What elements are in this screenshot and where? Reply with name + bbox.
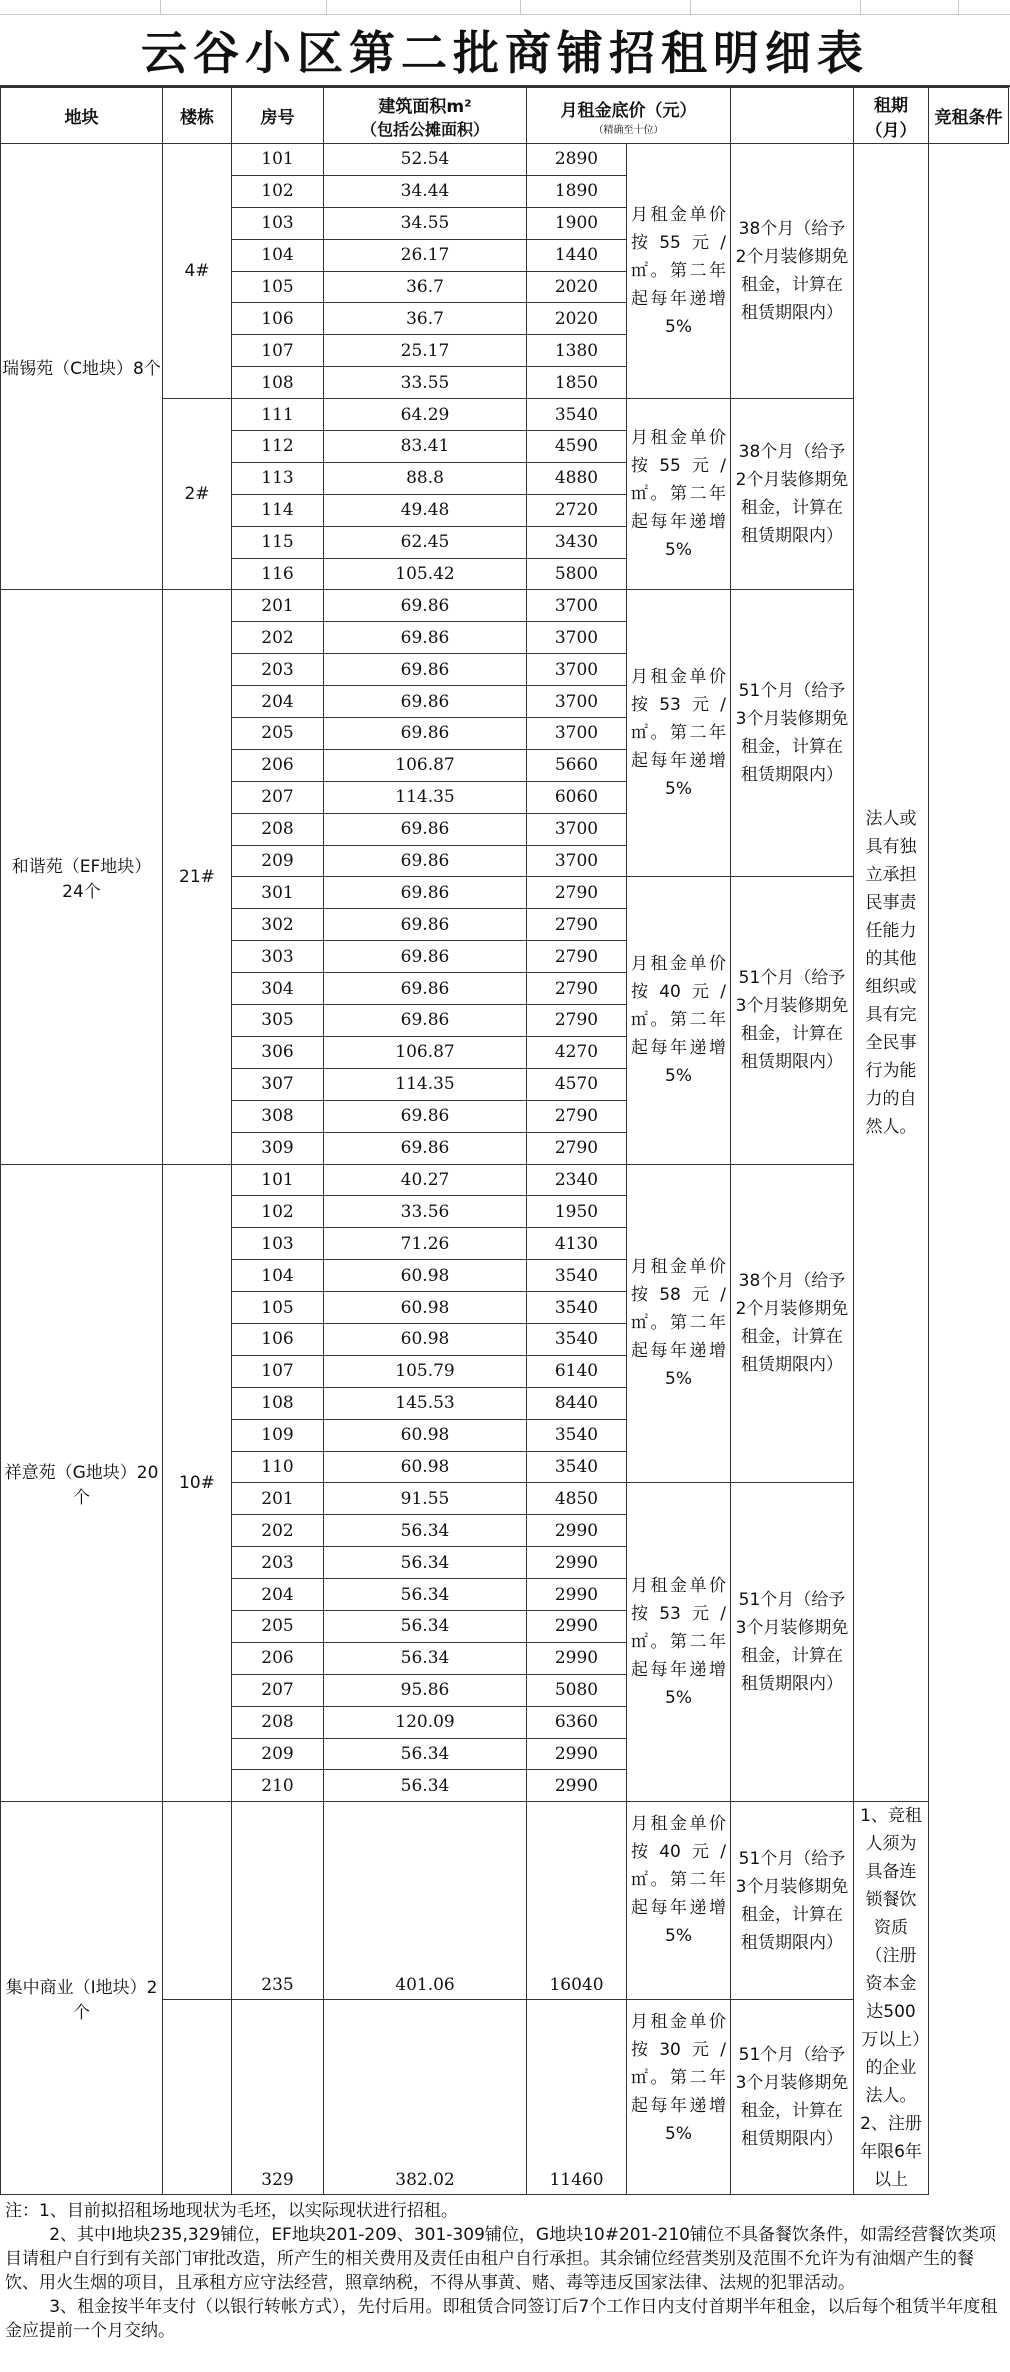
area-value: 34.55 xyxy=(324,207,527,239)
area-value: 105.79 xyxy=(324,1355,527,1387)
rent-value: 6360 xyxy=(527,1706,627,1738)
room-number: 106 xyxy=(232,1323,324,1355)
room-number: 206 xyxy=(232,1642,324,1674)
room-number: 308 xyxy=(232,1100,324,1132)
rent-value: 3540 xyxy=(527,1419,627,1451)
room-number: 203 xyxy=(232,1547,324,1579)
table-row xyxy=(1,144,1009,176)
rent-value: 3540 xyxy=(527,1323,627,1355)
room-number: 202 xyxy=(232,622,324,654)
rent-value: 2790 xyxy=(527,941,627,973)
note-2: 2、其中I地块235,329铺位，EF地块201-209、301-309铺位，G地块10#201-210铺位不具备餐饮条件，如需经营餐饮类项目请租户自行到有关部门审批改造，所产生的相关费用及责任由租户自行承担。其余铺位经营类别及范围不允许为有油烟产生的餐饮、用火生烟的项目，且承租方应守法经营，照章纳税，不得从事黄、赌、毒等违反国家法律、法规的犯罪活动。 xyxy=(5,2225,996,2294)
notes-section xyxy=(0,2195,1010,2343)
header-row xyxy=(1,88,1009,144)
area-value: 25.17 xyxy=(324,335,527,367)
area-value: 145.53 xyxy=(324,1387,527,1419)
room-number: 104 xyxy=(232,1260,324,1292)
room-number: 107 xyxy=(232,1355,324,1387)
room-number: 108 xyxy=(232,1387,324,1419)
condition-general: 法人或具有独立承担民事责任能力的其他组织或具有完全民事行为能力的自然人。 xyxy=(854,144,929,1802)
area-value: 69.86 xyxy=(324,909,527,941)
room-number: 306 xyxy=(232,1036,324,1068)
room-number: 103 xyxy=(232,207,324,239)
rent-value: 5080 xyxy=(527,1674,627,1706)
area-value: 69.86 xyxy=(324,622,527,654)
room-number: 209 xyxy=(232,1738,324,1770)
header-area xyxy=(324,88,527,144)
area-value: 64.29 xyxy=(324,399,527,431)
area-value: 69.86 xyxy=(324,1132,527,1164)
period-xiangyi-block2: 51个月（给予3个月装修期免租金，计算在租赁期限内） xyxy=(731,1483,854,1802)
rent-terms-hexie-block2: 月租金单价按40元/㎡。第二年起每年递增5% xyxy=(627,877,731,1164)
plot-hexie: 和谐苑（EF地块）24个 xyxy=(1,590,163,1164)
room-number: 107 xyxy=(232,335,324,367)
rent-value: 1950 xyxy=(527,1196,627,1228)
area-value: 69.86 xyxy=(324,941,527,973)
rent-value: 11460 xyxy=(527,1999,627,2194)
area-value: 33.56 xyxy=(324,1196,527,1228)
area-value: 106.87 xyxy=(324,749,527,781)
room-number: 201 xyxy=(232,1483,324,1515)
rent-value: 2340 xyxy=(527,1164,627,1196)
building-xiangyi-10: 10# xyxy=(163,1164,232,1802)
rent-value: 2890 xyxy=(527,144,627,176)
header-area-label: 建筑面积m² xyxy=(378,96,472,117)
area-value: 88.8 xyxy=(324,462,527,494)
rental-table xyxy=(0,87,1009,2195)
header-rent-sub: （精确至十位） xyxy=(593,124,664,136)
plot-xiangyi: 祥意苑（G地块）20个 xyxy=(1,1164,163,1802)
room-number: 105 xyxy=(232,1292,324,1324)
rent-terms-jizhong: 月租金单价按40元/㎡。第二年起每年递增5% xyxy=(627,1802,731,2000)
header-terms-blank xyxy=(731,88,854,144)
rent-value: 2790 xyxy=(527,973,627,1005)
note-3: 3、租金按半年支付（以银行转帐方式），先付后用。即租赁合同签订后7个工作日内支付首期半年租金，以后每个租赁半年度租金应提前一个月交纳。 xyxy=(5,2297,998,2342)
room-number: 307 xyxy=(232,1068,324,1100)
area-value: 114.35 xyxy=(324,1068,527,1100)
area-value: 56.34 xyxy=(324,1770,527,1802)
rent-terms-ruixi-2: 月租金单价按55元/㎡。第二年起每年递增5% xyxy=(627,399,731,590)
rent-value: 1440 xyxy=(527,239,627,271)
area-value: 56.34 xyxy=(324,1515,527,1547)
room-number: 110 xyxy=(232,1451,324,1483)
room-number: 209 xyxy=(232,845,324,877)
rent-value: 3540 xyxy=(527,399,627,431)
plot-ruixi: 瑞锡苑（C地块）8个 xyxy=(1,144,163,590)
room-number: 203 xyxy=(232,654,324,686)
rent-value: 2020 xyxy=(527,271,627,303)
area-value: 60.98 xyxy=(324,1323,527,1355)
rent-value: 3700 xyxy=(527,813,627,845)
area-value: 36.7 xyxy=(324,303,527,335)
area-value: 36.7 xyxy=(324,271,527,303)
header-rent-label: 月租金底价（元） xyxy=(560,100,697,121)
rent-value: 1890 xyxy=(527,175,627,207)
rent-value: 2790 xyxy=(527,1132,627,1164)
room-number: 109 xyxy=(232,1419,324,1451)
area-value: 91.55 xyxy=(324,1483,527,1515)
period-ruixi-2: 38个月（给予2个月装修期免租金，计算在租赁期限内） xyxy=(731,399,854,590)
rent-value: 6060 xyxy=(527,781,627,813)
area-value: 69.86 xyxy=(324,686,527,718)
area-value: 60.98 xyxy=(324,1292,527,1324)
rent-value: 2790 xyxy=(527,1005,627,1037)
area-value: 114.35 xyxy=(324,781,527,813)
room-number: 207 xyxy=(232,1674,324,1706)
rent-value: 2990 xyxy=(527,1610,627,1642)
area-value: 83.41 xyxy=(324,431,527,463)
header-condition: 竞租条件 xyxy=(929,88,1009,144)
area-value: 71.26 xyxy=(324,1228,527,1260)
room-number: 101 xyxy=(232,144,324,176)
rent-value: 4850 xyxy=(527,1483,627,1515)
header-period: 租期（月） xyxy=(854,88,929,144)
area-value: 69.86 xyxy=(324,973,527,1005)
rent-value: 4880 xyxy=(527,462,627,494)
area-value: 60.98 xyxy=(324,1260,527,1292)
rent-value: 2720 xyxy=(527,494,627,526)
room-number: 208 xyxy=(232,813,324,845)
area-value: 95.86 xyxy=(324,1674,527,1706)
period-hexie-block2: 51个月（给予3个月装修期免租金，计算在租赁期限内） xyxy=(731,877,854,1164)
rent-value: 2990 xyxy=(527,1738,627,1770)
room-number: 105 xyxy=(232,271,324,303)
rent-value: 3540 xyxy=(527,1260,627,1292)
rent-value: 2020 xyxy=(527,303,627,335)
room-number: 103 xyxy=(232,1228,324,1260)
rent-value: 5660 xyxy=(527,749,627,781)
rent-value: 3700 xyxy=(527,845,627,877)
header-plot: 地块 xyxy=(1,88,163,144)
room-number: 207 xyxy=(232,781,324,813)
rent-value: 3540 xyxy=(527,1451,627,1483)
area-value: 105.42 xyxy=(324,558,527,590)
room-number: 114 xyxy=(232,494,324,526)
room-number: 102 xyxy=(232,1196,324,1228)
area-value: 49.48 xyxy=(324,494,527,526)
rent-terms-jizhong: 月租金单价按30元/㎡。第二年起每年递增5% xyxy=(627,1999,731,2194)
room-number: 205 xyxy=(232,718,324,750)
page-title: 云谷小区第二批商铺招租明细表 xyxy=(0,15,1010,87)
header-rent xyxy=(527,88,731,144)
rent-value: 1850 xyxy=(527,367,627,399)
area-value: 33.55 xyxy=(324,367,527,399)
room-number: 106 xyxy=(232,303,324,335)
condition-jizhong: 1、竞租人须为具备连锁餐饮资质（注册资本金达500万以上）的企业法人。2、注册年限6年以上 xyxy=(854,1802,929,2195)
rent-value: 2790 xyxy=(527,909,627,941)
room-number: 116 xyxy=(232,558,324,590)
room-number: 104 xyxy=(232,239,324,271)
rent-value: 4590 xyxy=(527,431,627,463)
area-value: 56.34 xyxy=(324,1738,527,1770)
period-ruixi-4: 38个月（给予2个月装修期免租金，计算在租赁期限内） xyxy=(731,144,854,399)
building-ruixi-2: 2# xyxy=(163,399,232,590)
period-jizhong: 51个月（给予3个月装修期免租金，计算在租赁期限内） xyxy=(731,1802,854,2000)
room-number: 111 xyxy=(232,399,324,431)
room-number: 303 xyxy=(232,941,324,973)
period-xiangyi-block1: 38个月（给予2个月装修期免租金，计算在租赁期限内） xyxy=(731,1164,854,1483)
area-value: 382.02 xyxy=(324,1999,527,2194)
area-value: 60.98 xyxy=(324,1419,527,1451)
area-value: 106.87 xyxy=(324,1036,527,1068)
area-value: 69.86 xyxy=(324,813,527,845)
area-value: 69.86 xyxy=(324,590,527,622)
header-room: 房号 xyxy=(232,88,324,144)
area-value: 56.34 xyxy=(324,1642,527,1674)
rent-value: 2790 xyxy=(527,877,627,909)
rent-value: 5800 xyxy=(527,558,627,590)
room-number: 201 xyxy=(232,590,324,622)
area-value: 120.09 xyxy=(324,1706,527,1738)
rent-terms-xiangyi-block1: 月租金单价按58元/㎡。第二年起每年递增5% xyxy=(627,1164,731,1483)
rent-value: 4270 xyxy=(527,1036,627,1068)
area-value: 52.54 xyxy=(324,144,527,176)
area-value: 34.44 xyxy=(324,175,527,207)
room-number: 329 xyxy=(232,1999,324,2194)
room-number: 204 xyxy=(232,686,324,718)
room-number: 115 xyxy=(232,526,324,558)
area-value: 401.06 xyxy=(324,1802,527,2000)
rent-terms-hexie-block1: 月租金单价按53元/㎡。第二年起每年递增5% xyxy=(627,590,731,877)
rent-value: 3700 xyxy=(527,622,627,654)
room-number: 202 xyxy=(232,1515,324,1547)
rent-value: 2990 xyxy=(527,1770,627,1802)
room-number: 113 xyxy=(232,462,324,494)
rent-value: 2990 xyxy=(527,1547,627,1579)
area-value: 26.17 xyxy=(324,239,527,271)
room-number: 210 xyxy=(232,1770,324,1802)
area-value: 69.86 xyxy=(324,877,527,909)
area-value: 69.86 xyxy=(324,1100,527,1132)
area-value: 69.86 xyxy=(324,718,527,750)
building-ruixi-4: 4# xyxy=(163,144,232,399)
area-value: 56.34 xyxy=(324,1547,527,1579)
rent-value: 6140 xyxy=(527,1355,627,1387)
area-value: 69.86 xyxy=(324,1005,527,1037)
area-value: 69.86 xyxy=(324,654,527,686)
room-number: 309 xyxy=(232,1132,324,1164)
room-number: 302 xyxy=(232,909,324,941)
rent-value: 4130 xyxy=(527,1228,627,1260)
period-hexie-block1: 51个月（给予3个月装修期免租金，计算在租赁期限内） xyxy=(731,590,854,877)
room-number: 102 xyxy=(232,175,324,207)
area-value: 62.45 xyxy=(324,526,527,558)
room-number: 205 xyxy=(232,1610,324,1642)
rent-value: 3700 xyxy=(527,590,627,622)
area-value: 56.34 xyxy=(324,1610,527,1642)
note-1: 注：1、目前拟招租场地现状为毛坯，以实际现状进行招租。 xyxy=(5,2201,458,2222)
area-value: 40.27 xyxy=(324,1164,527,1196)
rent-terms-ruixi-4: 月租金单价按55元/㎡。第二年起每年递增5% xyxy=(627,144,731,399)
table-row xyxy=(1,1802,1009,2000)
building-hexie-21: 21# xyxy=(163,590,232,1164)
rent-value: 2790 xyxy=(527,1100,627,1132)
rent-value: 4570 xyxy=(527,1068,627,1100)
rent-value: 2990 xyxy=(527,1515,627,1547)
room-number: 208 xyxy=(232,1706,324,1738)
area-value: 56.34 xyxy=(324,1579,527,1611)
rent-value: 3700 xyxy=(527,686,627,718)
rent-value: 1900 xyxy=(527,207,627,239)
rent-value: 3540 xyxy=(527,1292,627,1324)
rent-value: 1380 xyxy=(527,335,627,367)
room-number: 301 xyxy=(232,877,324,909)
building-jizhong-blank xyxy=(163,1999,232,2194)
building-jizhong-blank xyxy=(163,1802,232,2000)
area-value: 69.86 xyxy=(324,845,527,877)
room-number: 112 xyxy=(232,431,324,463)
area-value: 60.98 xyxy=(324,1451,527,1483)
room-number: 206 xyxy=(232,749,324,781)
room-number: 235 xyxy=(232,1802,324,2000)
rent-value: 3430 xyxy=(527,526,627,558)
room-number: 101 xyxy=(232,1164,324,1196)
period-jizhong: 51个月（给予3个月装修期免租金，计算在租赁期限内） xyxy=(731,1999,854,2194)
rent-value: 2990 xyxy=(527,1579,627,1611)
room-number: 305 xyxy=(232,1005,324,1037)
room-number: 204 xyxy=(232,1579,324,1611)
rent-value: 3700 xyxy=(527,718,627,750)
header-area-sub: （包括公摊面积） xyxy=(360,119,489,139)
plot-jizhong: 集中商业（I地块）2个 xyxy=(1,1802,163,2195)
rent-value: 3700 xyxy=(527,654,627,686)
rent-value: 2990 xyxy=(527,1642,627,1674)
rent-value: 8440 xyxy=(527,1387,627,1419)
rent-terms-xiangyi-block2: 月租金单价按53元/㎡。第二年起每年递增5% xyxy=(627,1483,731,1802)
rent-value: 16040 xyxy=(527,1802,627,2000)
room-number: 304 xyxy=(232,973,324,1005)
header-building: 楼栋 xyxy=(163,88,232,144)
spreadsheet-top-strip xyxy=(0,0,1010,15)
room-number: 108 xyxy=(232,367,324,399)
